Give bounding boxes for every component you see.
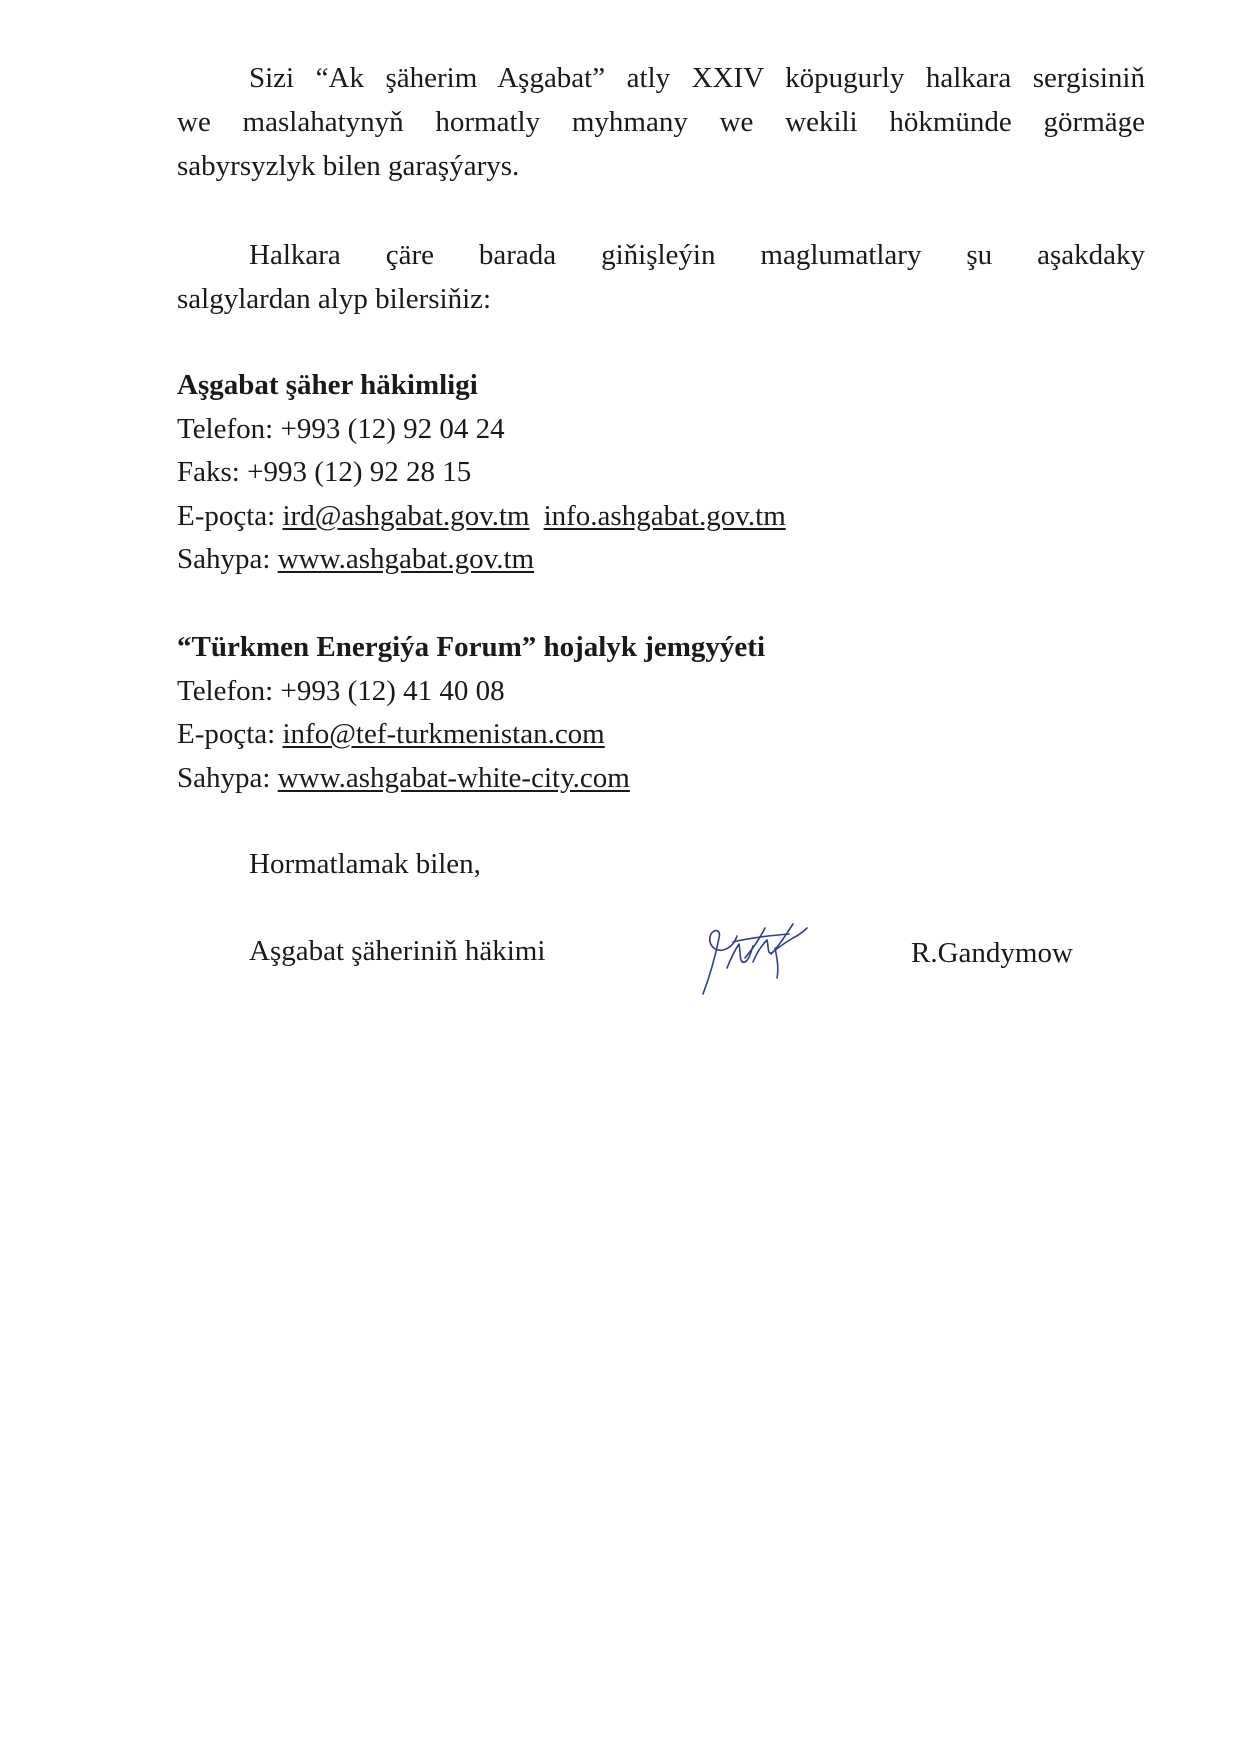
phone-label: Telefon: [177, 674, 274, 707]
contact-block-city-administration [177, 364, 786, 582]
website-label: Sahypa: [177, 761, 271, 794]
website-row [177, 538, 786, 582]
invitation-line-1: Sizi “Ak şäherim Aşgabat” atly XXIV köpugurly halkara sergisiniň [249, 62, 1145, 94]
phone-row [177, 670, 765, 714]
signer-name: R.Gandymow [911, 937, 1073, 969]
phone-row [177, 408, 786, 452]
invitation-line-2: we maslahatynyň hormatly myhmany we wekili hökmünde görmäge [177, 106, 1145, 138]
email-label: E-poçta: [177, 718, 276, 750]
email-row [177, 495, 786, 539]
email-link[interactable]: info@tef-turkmenistan.com [282, 718, 605, 750]
info-line-1: Halkara çäre barada giňişleýin maglumatlary şu aşakdaky [249, 239, 1145, 271]
website-link[interactable]: www.ashgabat.gov.tm [277, 543, 535, 575]
signer-title: Aşgabat şäheriniň häkimi [249, 935, 546, 967]
email-link-info[interactable]: info.ashgabat.gov.tm [543, 499, 786, 532]
fax-number: +993 (12) 92 28 15 [247, 456, 472, 488]
website-link[interactable]: www.ashgabat-white-city.com [277, 761, 630, 794]
organization-name: “Türkmen Energiýa Forum” hojalyk jemgyýeti [177, 631, 766, 663]
handwritten-signature-icon [693, 918, 811, 1000]
website-label: Sahypa: [177, 543, 271, 575]
organization-name: Aşgabat şäher häkimligi [177, 369, 478, 401]
phone-number: +993 (12) 92 04 24 [280, 412, 505, 445]
invitation-line-3: sabyrsyzlyk bilen garaşýarys. [177, 150, 520, 182]
fax-row [177, 451, 786, 495]
email-link-ird[interactable]: ird@ashgabat.gov.tm [282, 499, 530, 532]
email-label: E-poçta: [177, 499, 276, 532]
phone-label: Telefon: [177, 412, 274, 445]
email-row [177, 713, 765, 757]
info-paragraph [177, 233, 1145, 321]
website-row [177, 757, 765, 801]
contact-block-energy-forum [177, 626, 765, 800]
info-line-2: salgylardan alyp bilersiňiz: [177, 283, 492, 315]
invitation-paragraph [177, 56, 1145, 188]
closing-salutation: Hormatlamak bilen, [249, 848, 481, 880]
fax-label: Faks: [177, 456, 240, 488]
phone-number: +993 (12) 41 40 08 [280, 674, 505, 707]
